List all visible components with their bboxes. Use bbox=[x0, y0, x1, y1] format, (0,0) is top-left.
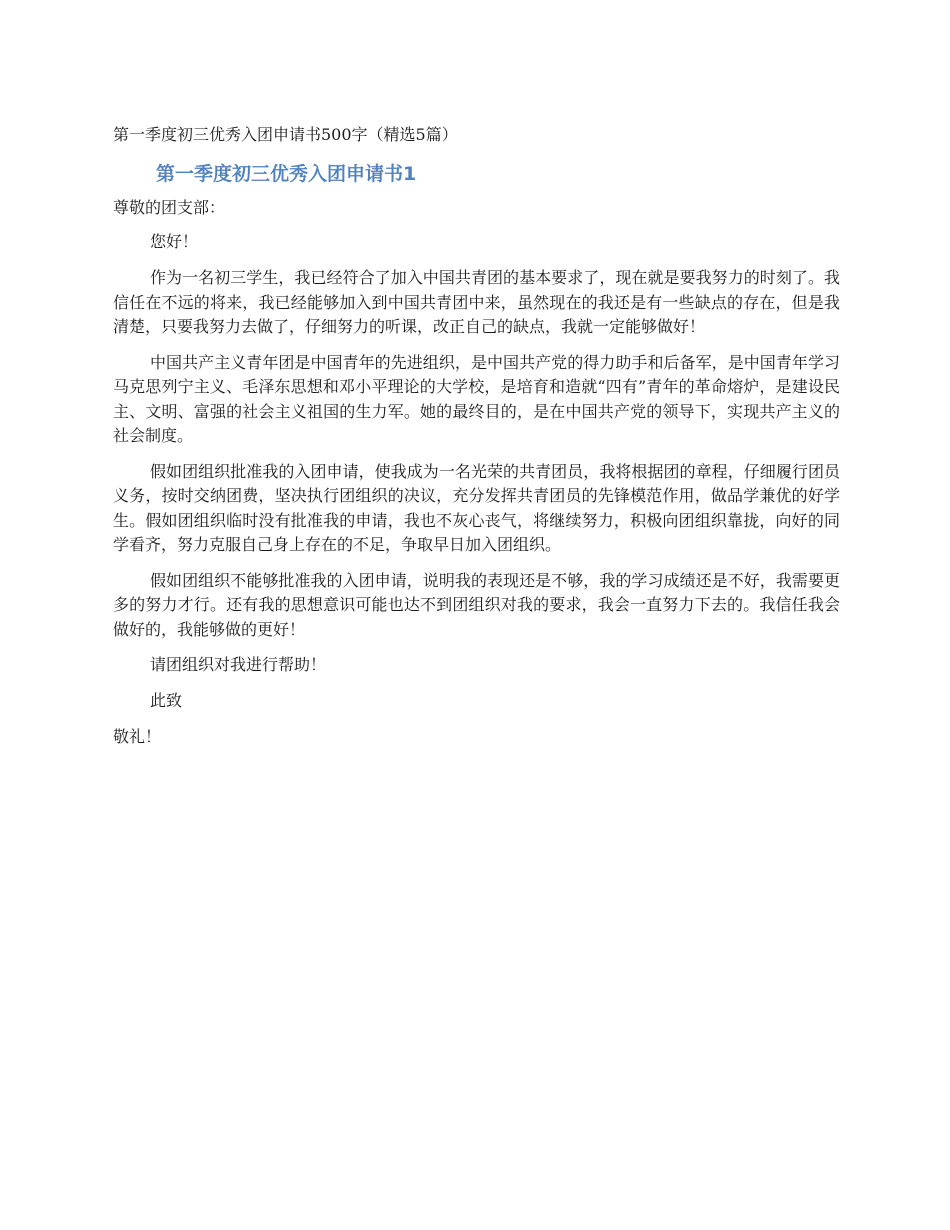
body-paragraph: 中国共产主义青年团是中国青年的先进组织，是中国共产党的得力助手和后备军，是中国青年学习马克思列宁主义、毛泽东思想和邓小平理论的大学校，是培育和造就“四有”青年的革命熔炉，是建设民主、文明、富强的社会主义祖国的生力军。她的最终目的，是在中国共产党的领导下，实现共产主义的社会制度。 bbox=[113, 352, 840, 445]
body-paragraph: 假如团组织不能够批准我的入团申请，说明我的表现还是不够，我的学习成绩还是不好，我需要更多的努力才行。还有我的思想意识可能也达不到团组织对我的要求，我会一直努力下去的。我信任我会做好的，我能够做的更好！ bbox=[113, 570, 840, 639]
body-paragraph: 假如团组织批准我的入团申请，使我成为一名光荣的共青团员，我将根据团的章程，仔细履行团员义务，按时交纳团费，坚决执行团组织的决议，充分发挥共青团员的先锋模范作用，做品学兼优的好学生。假如团组织临时没有批准我的申请，我也不灰心丧气，将继续努力，积极向团组织靠拢，向好的同学看齐，努力克服自己身上存在的不足，争取早日加入团组织。 bbox=[113, 461, 840, 554]
document-page bbox=[113, 122, 840, 761]
document-title: 第一季度初三优秀入团申请书500字（精选5篇） bbox=[113, 125, 458, 144]
salutation: 尊敬的团支部： bbox=[113, 198, 226, 217]
body-paragraph: 作为一名初三学生，我已经符合了加入中国共青团的基本要求了，现在就是要我努力的时刻了。我信任在不远的将来，我已经能够加入到中国共青团中来，虽然现在的我还是有一些缺点的存在，但是我清楚，只要我努力去做了，仔细努力的听课，改正自己的缺点，我就一定能够做好！ bbox=[113, 268, 840, 336]
closing-line: 此致 bbox=[150, 691, 183, 710]
request-line: 请团组织对我进行帮助！ bbox=[150, 655, 327, 674]
regards-line: 敬礼！ bbox=[113, 727, 162, 746]
section-heading: 第一季度初三优秀入团申请书1 bbox=[156, 163, 417, 185]
greeting: 您好！ bbox=[150, 232, 199, 251]
